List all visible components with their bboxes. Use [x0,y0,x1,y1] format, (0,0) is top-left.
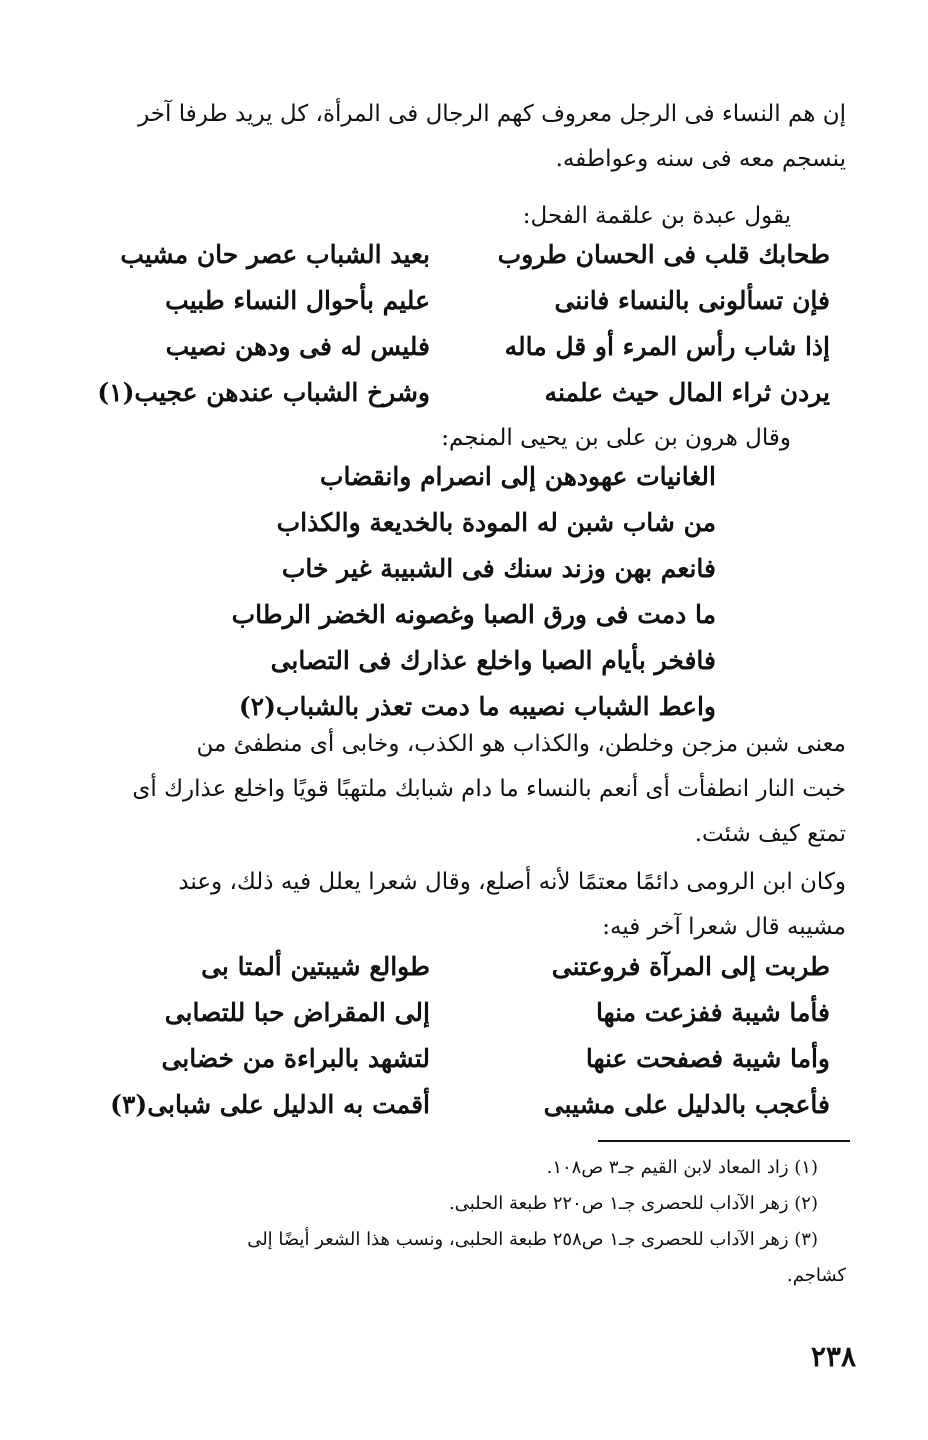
second-hemistich: لتشهد بالبراءة من خضابى [161,1044,430,1073]
second-hemistich: فليس له فى ودهن نصيب [165,332,430,361]
footnote: (٢) زهر الآداب للحصرى جـ١ ص٢٢٠ طبعة الحلبى. [449,1193,818,1214]
first-hemistich: إذا شاب رأس المرء أو قل ماله [504,332,830,361]
verse-line: من شاب شبن له المودة بالخديعة والكذاب [276,508,716,537]
couplet [60,952,830,996]
second-hemistich: أقمت به الدليل على شبابى(٣) [110,1090,430,1119]
paragraph-line: مشيبه قال شعرا آخر فيه: [602,914,846,940]
couplet [60,332,830,376]
footnote: (١) زاد المعاد لابن القيم جـ٣ ص١٠٨. [546,1157,818,1178]
verse-line: ما دمت فى ورق الصبا وغصونه الخضر الرطاب [231,600,716,629]
footnote-continuation: كشاجم. [787,1265,846,1286]
couplet [60,1044,830,1088]
verse-line: فافخر بأيام الصبا واخلع عذارك فى التصابى [270,646,716,675]
second-hemistich: طوالع شيبتين ألمتا بى [201,952,430,981]
paragraph-line: ينسجم معه فى سنه وعواطفه. [555,146,846,172]
verse-line: واعط الشباب نصيبه ما دمت تعذر بالشباب(٢) [238,692,716,721]
paragraph-3 [46,860,846,950]
second-hemistich: بعيد الشباب عصر حان مشيب [120,240,430,269]
first-hemistich: طربت إلى المرآة فروعتنى [551,952,830,981]
couplet [60,240,830,284]
poem-2-intro: وقال هرون بن على بن يحيى المنجم: [441,425,791,451]
first-hemistich: فأما شيبة ففزعت منها [595,998,830,1027]
poem-1-intro: يقول عبدة بن علقمة الفحل: [522,203,791,229]
first-hemistich: يردن ثراء المال حيث علمنه [544,378,830,407]
second-hemistich: وشرخ الشباب عندهن عجيب(١) [97,378,430,407]
couplet [60,378,830,422]
footnote-separator [598,1140,850,1142]
verse-line: الغانيات عهودهن إلى انصرام وانقضاب [319,462,716,491]
first-hemistich: وأما شيبة فصفحت عنها [585,1044,830,1073]
paragraph-line: تمتع كيف شئت. [694,821,846,847]
verse-line: فانعم بهن وزند سنك فى الشبيبة غير خاب [281,554,716,583]
paragraph-line: معنى شبن مزجن وخلطن، والكذاب هو الكذب، وخابى أى منطفئ من [196,731,846,757]
second-hemistich: إلى المقراض حبا للتصابى [164,998,430,1027]
couplet [60,1090,830,1134]
paragraph-line: إن هم النساء فى الرجل معروف كهم الرجال فى المرأة، كل يريد طرفا آخر [138,101,846,127]
second-hemistich: عليم بأحوال النساء طبيب [165,286,430,315]
paragraph-1 [46,92,846,182]
page-number: ٢٣٨ [810,1340,856,1373]
paragraph-2 [46,722,846,857]
couplet [60,286,830,330]
first-hemistich: طحابك قلب فى الحسان طروب [497,240,830,269]
paragraph-line: وكان ابن الرومى دائمًا معتمًا لأنه أصلع، وقال شعرا يعلل فيه ذلك، وعند [178,869,846,895]
first-hemistich: فأعجب بالدليل على مشيبى [543,1090,830,1119]
couplet [60,998,830,1042]
paragraph-line: خبت النار انطفأت أى أنعم بالنساء ما دام شبابك ملتهبًا قويًا واخلع عذارك أى [132,776,846,802]
first-hemistich: فإن تسألونى بالنساء فاننى [554,286,830,315]
footnote: (٣) زهر الآداب للحصرى جـ١ ص٢٥٨ طبعة الحلبى، ونسب هذا الشعر أيضًا إلى [247,1229,818,1250]
